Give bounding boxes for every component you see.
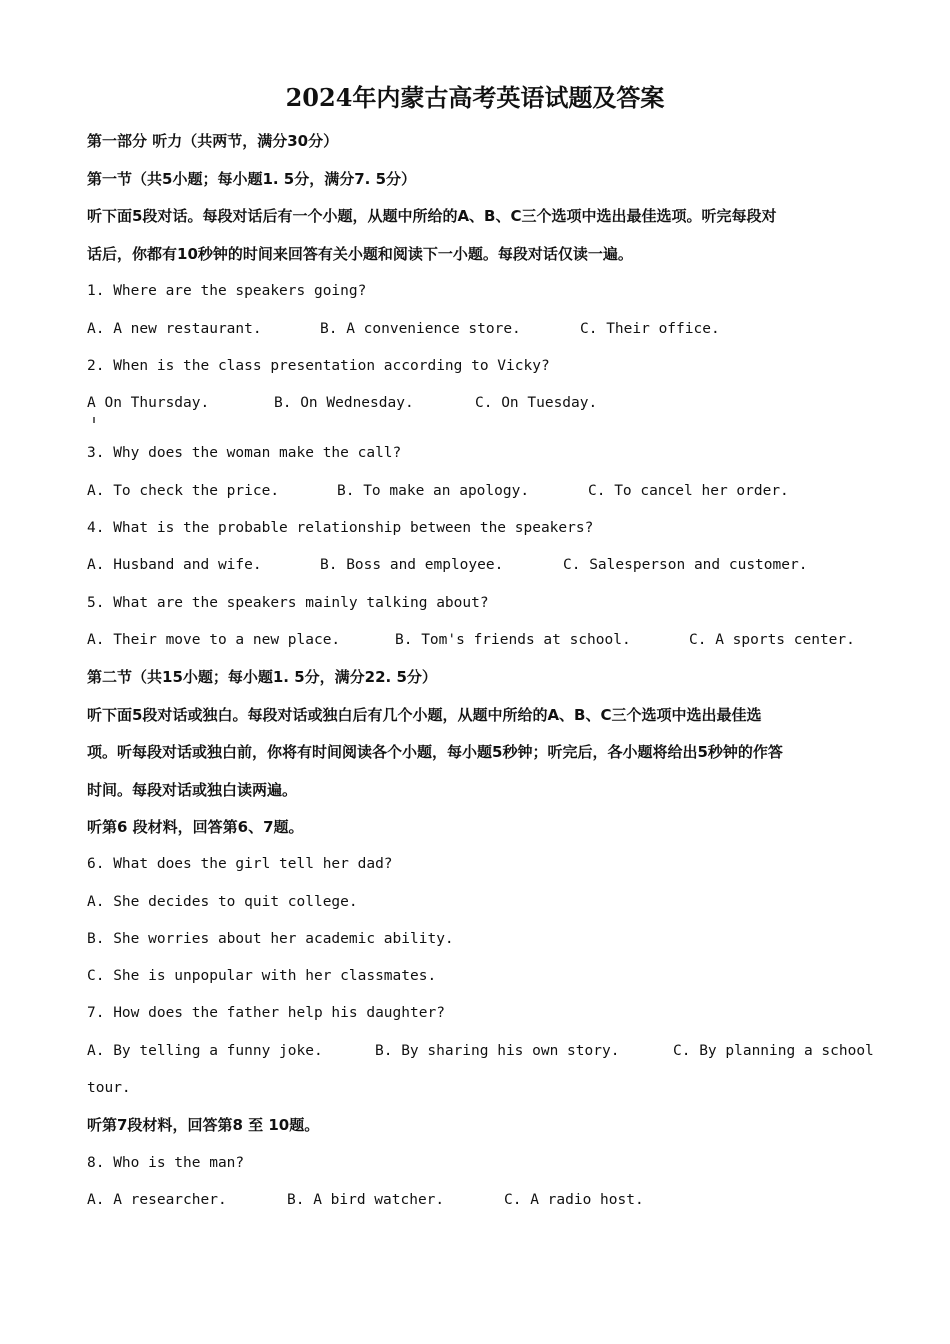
- question-4-option-a: A. Husband and wife.: [87, 557, 262, 573]
- section1-instructions-line1: 听下面5段对话。每段对话后有一个小题，从题中所给的A、B、C三个选项中选出最佳选项。听完每段对: [87, 207, 777, 225]
- question-5-stem: 5. What are the speakers mainly talking about?: [87, 595, 489, 611]
- section2-instructions-line1: 听下面5段对话或独白。每段对话或独白后有几个小题，从题中所给的A、B、C三个选项中选出最佳选: [87, 706, 762, 724]
- question-2-option-b: B. On Wednesday.: [274, 395, 414, 411]
- question-3-option-c: C. To cancel her order.: [588, 483, 789, 499]
- section2-instructions-line3: 时间。每段对话或独白读两遍。: [87, 781, 298, 799]
- question-6-option-a: A. She decides to quit college.: [87, 894, 358, 910]
- question-8-options: [87, 1187, 867, 1213]
- question-3-options: [87, 478, 867, 504]
- question-2-option-c: C. On Tuesday.: [475, 395, 598, 411]
- part1-heading: 第一部分 听力（共两节，满分30分）: [87, 132, 339, 150]
- stray-mark: [93, 417, 95, 423]
- question-7-option-b: B. By sharing his own story.: [375, 1043, 620, 1059]
- question-6-option-b: B. She worries about her academic ability.: [87, 931, 454, 947]
- section2-heading: 第二节（共15小题；每小题1. 5分，满分22. 5分）: [87, 668, 437, 686]
- question-7-stem: 7. How does the father help his daughter?: [87, 1005, 445, 1021]
- section1-heading: 第一节（共5小题；每小题1. 5分，满分7. 5分）: [87, 170, 417, 188]
- question-2-options: [87, 390, 867, 416]
- question-5-option-c: C. A sports center.: [689, 632, 855, 648]
- material-7-heading: 听第7段材料，回答第8 至 10题。: [87, 1116, 320, 1134]
- question-3-option-b: B. To make an apology.: [337, 483, 530, 499]
- material-6-heading: 听第6 段材料，回答第6、7题。: [87, 818, 304, 836]
- question-4-option-b: B. Boss and employee.: [320, 557, 504, 573]
- question-7-option-c-continued: tour.: [87, 1080, 131, 1096]
- question-7-options: [87, 1038, 874, 1064]
- question-5-option-b: B. Tom's friends at school.: [395, 632, 631, 648]
- question-4-stem: 4. What is the probable relationship between the speakers?: [87, 520, 594, 536]
- question-1-stem: 1. Where are the speakers going?: [87, 283, 367, 299]
- question-3-stem: 3. Why does the woman make the call?: [87, 445, 402, 461]
- question-5-options: [87, 627, 867, 653]
- question-6-option-c: C. She is unpopular with her classmates.: [87, 968, 437, 984]
- document-title: 2024年内蒙古高考英语试题及答案: [285, 83, 665, 112]
- question-1-option-a: A. A new restaurant.: [87, 321, 262, 337]
- question-1-options: [87, 316, 867, 342]
- question-7-option-c: C. By planning a school: [673, 1043, 874, 1059]
- question-5-option-a: A. Their move to a new place.: [87, 632, 341, 648]
- question-1-option-b: B. A convenience store.: [320, 321, 521, 337]
- question-1-option-c: C. Their office.: [580, 321, 720, 337]
- question-8-option-a: A. A researcher.: [87, 1192, 227, 1208]
- question-8-stem: 8. Who is the man?: [87, 1155, 245, 1171]
- question-6-stem: 6. What does the girl tell her dad?: [87, 856, 393, 872]
- question-2-option-a: A On Thursday.: [87, 395, 210, 411]
- section1-instructions-line2: 话后，你都有10秒钟的时间来回答有关小题和阅读下一小题。每段对话仅读一遍。: [87, 245, 633, 263]
- section2-instructions-line2: 项。听每段对话或独白前，你将有时间阅读各个小题，每小题5秒钟；听完后，各小题将给出5秒钟的作答: [87, 743, 783, 761]
- question-3-option-a: A. To check the price.: [87, 483, 280, 499]
- question-2-stem: 2. When is the class presentation according to Vicky?: [87, 358, 550, 374]
- question-4-option-c: C. Salesperson and customer.: [563, 557, 808, 573]
- question-8-option-c: C. A radio host.: [504, 1192, 644, 1208]
- question-4-options: [87, 552, 867, 578]
- question-8-option-b: B. A bird watcher.: [287, 1192, 445, 1208]
- question-7-option-a: A. By telling a funny joke.: [87, 1043, 323, 1059]
